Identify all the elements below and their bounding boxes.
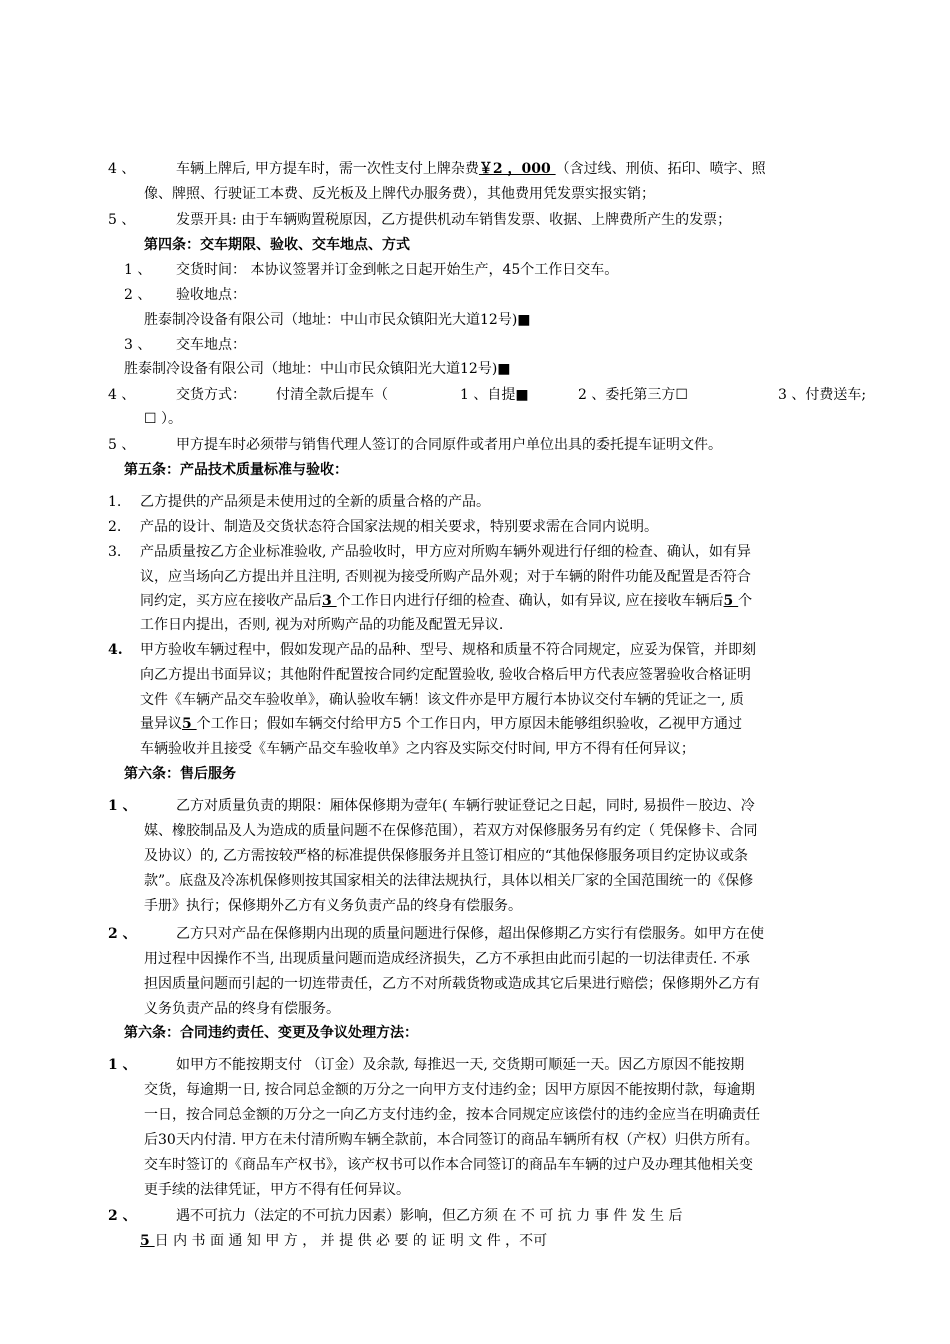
- item-number: 1 、: [108, 798, 137, 814]
- item-text-cont: 工作日内提出，否则, 视为对所购产品的功能及配置无异议.: [140, 617, 504, 633]
- item-text-cont: ☐ ）。: [144, 411, 183, 427]
- item-label: 交货方式：: [176, 387, 246, 403]
- section-heading: 第五条：产品技术质量标准与验收：: [124, 462, 348, 478]
- option-paid-delivery: 3 、付费送车;: [778, 387, 867, 403]
- address-text: 胜泰制冷设备有限公司（地址：中山市民众镇阳光大道12号)■: [124, 361, 511, 377]
- section-heading: 第六条：售后服务: [124, 766, 236, 782]
- item-text-cont: 议，应当场向乙方提出并且注明, 否则视为接受所购产品外观；对于车辆的附件功能及配置是否符合: [140, 569, 751, 585]
- item-number: 5 、: [108, 212, 136, 228]
- item-number: 5 、: [108, 437, 136, 453]
- item-text: 交货时间： 本协议签署并订金到帐之日起开始生产，45个工作日交车。: [176, 262, 619, 278]
- item-number: 1.: [108, 494, 122, 510]
- item-text: 遇不可抗力（法定的不可抗力因素）影响，但乙方须 在 不 可 抗 力 事 件 发 生 后: [176, 1208, 683, 1224]
- list-item: [108, 157, 135, 181]
- item-label: 验收地点：: [176, 287, 246, 303]
- item-text-cont: 5 日 内 书 面 通 知 甲 方 ， 并 提 供 必 要 的 证 明 文 件 ，不可: [140, 1233, 548, 1249]
- notice-days: 5: [140, 1233, 155, 1249]
- item-text: 乙方对质量负责的期限：厢体保修期为壹年( 车辆行驶证登记之日起，同时, 易损件－胶边、冷: [176, 798, 755, 814]
- objection-period-days: 5: [182, 716, 197, 732]
- section-heading: 第六条：合同违约责任、变更及争议处理方法：: [124, 1025, 418, 1041]
- item-text: 甲方提车时必须带与销售代理人签订的合同原件或者用户单位出具的委托提车证明文件。: [176, 437, 722, 453]
- item-text: 如甲方不能按期支付 （订金）及余款, 每推迟一天, 交货期可顺延一天。因乙方原因不能按期: [176, 1057, 745, 1073]
- item-text: 车辆上牌后, 甲方提车时，需一次性支付上牌杂费￥2 ，000 （含过线、刑侦、拓印、喷字、照: [176, 161, 766, 177]
- item-text-cont: 义务负责产品的终身有偿服务。: [144, 1001, 340, 1017]
- item-text: 发票开具: 由于车辆购置税原因，乙方提供机动车销售发票、收据、上牌费所产生的发票；: [176, 212, 732, 228]
- section-heading: 第四条：交车期限、验收、交车地点、方式: [144, 237, 410, 253]
- item-text-cont: 量异议5 个工作日；假如车辆交付给甲方5 个工作日内，甲方原因未能够组织验收，乙视甲方通过: [140, 716, 742, 732]
- address-text: 胜泰制冷设备有限公司（地址：中山市民众镇阳光大道12号)■: [144, 312, 531, 328]
- objection-days: 5: [723, 593, 739, 609]
- item-number: 4 、: [108, 387, 136, 403]
- item-text-cont: 车辆验收并且接受《车辆产品交车验收单》之内容及实际交付时间, 甲方不得有任何异议；: [140, 741, 695, 757]
- item-text-cont: 款”。底盘及冷冻机保修则按其国家相关的法律法规执行，具体以相关厂家的全国范围统一的《保修: [144, 873, 754, 889]
- item-text-cont: 向乙方提出书面异议；其他附件配置按合同约定配置验收, 验收合格后甲方代表应签署验收合格证明: [140, 667, 751, 683]
- item-number: 2 、: [124, 287, 152, 303]
- item-text-cont: 交车时签订的《商品车产权书》，该产权书可以作本合同签订的商品车车辆的过户及办理其他相关变: [144, 1157, 753, 1173]
- item-text-cont: 担因质量问题而引起的一切连带责任，乙方不对所载货物或造成其它后果进行赔偿；保修期外乙方有: [144, 976, 760, 992]
- item-number: 2 、: [108, 926, 137, 942]
- item-number: 3.: [108, 544, 122, 560]
- option-third-party: 2 、委托第三方☐: [578, 387, 688, 403]
- item-text: 乙方提供的产品须是未使用过的全新的质量合格的产品。: [140, 494, 490, 510]
- item-number: 2 、: [108, 1208, 137, 1224]
- item-text-cont: 更手续的法律凭证，甲方不得有任何异议。: [144, 1182, 410, 1198]
- item-text-cont: 交货，每逾期一日, 按合同总金额的万分之一向甲方支付违约金；因甲方原因不能按期付款，每逾期: [144, 1082, 755, 1098]
- item-text-cont: 一日，按合同总金额的万分之一向乙方支付违约金，按本合同规定应该偿付的违约金应当在明确责任: [144, 1107, 760, 1123]
- item-number: 1 、: [124, 262, 152, 278]
- item-number: 4.: [108, 642, 123, 658]
- item-text: 甲方验收车辆过程中，假如发现产品的品种、型号、规格和质量不符合同规定，应妥为保管，并即刻: [140, 642, 756, 658]
- inspection-days: 3: [322, 593, 337, 609]
- item-text: 产品质量按乙方企业标准验收, 产品验收时，甲方应对所购车辆外观进行仔细的检查、确认，如有异: [140, 544, 751, 560]
- item-text-cont: 用过程中因操作不当, 出现质量问题而造成经济损失，乙方不承担由此而引起的一切法律责任. 不承: [144, 951, 750, 967]
- item-text-cont: 后30天内付清. 甲方在未付清所购车辆全款前，本合同签订的商品车辆所有权（产权）归供方所有。: [144, 1132, 759, 1148]
- item-number: 2.: [108, 519, 122, 535]
- option-self-pickup: 1 、自提■: [460, 387, 529, 403]
- item-text: 产品的设计、制造及交货状态符合国家法规的相关要求，特别要求需在合同内说明。: [140, 519, 658, 535]
- item-text-cont: 文件《车辆产品交车验收单》，确认验收车辆！该文件亦是甲方履行本协议交付车辆的凭证之一, 质: [140, 692, 744, 708]
- item-number: 1 、: [108, 1057, 137, 1073]
- item-number: 4 、: [108, 161, 136, 177]
- item-text-cont: 及协议）的, 乙方需按较严格的标准提供保修服务并且签订相应的“其他保修服务项目约定协议或条: [144, 848, 749, 864]
- fee-amount: ￥2 ，000: [478, 161, 556, 177]
- item-text-cont: 同约定，买方应在接收产品后3 个工作日内进行仔细的检查、确认，如有异议, 应在接收车辆后5 个: [140, 593, 753, 609]
- item-text: 乙方只对产品在保修期内出现的质量问题进行保修，超出保修期乙方实行有偿服务。如甲方在使: [176, 926, 764, 942]
- item-number: 3 、: [124, 337, 152, 353]
- item-text-cont: 手册》执行；保修期外乙方有义务负责产品的终身有偿服务。: [144, 898, 522, 914]
- item-label: 交车地点：: [176, 337, 246, 353]
- item-text-cont: 媒、橡胶制品及人为造成的质量问题不在保修范围），若双方对保修服务另有约定（ 凭保修卡、合同: [144, 823, 758, 839]
- item-text: 付清全款后提车（: [276, 387, 388, 403]
- item-text-cont: 像、牌照、行驶证工本费、反光板及上牌代办服务费），其他费用凭发票实报实销；: [144, 186, 655, 202]
